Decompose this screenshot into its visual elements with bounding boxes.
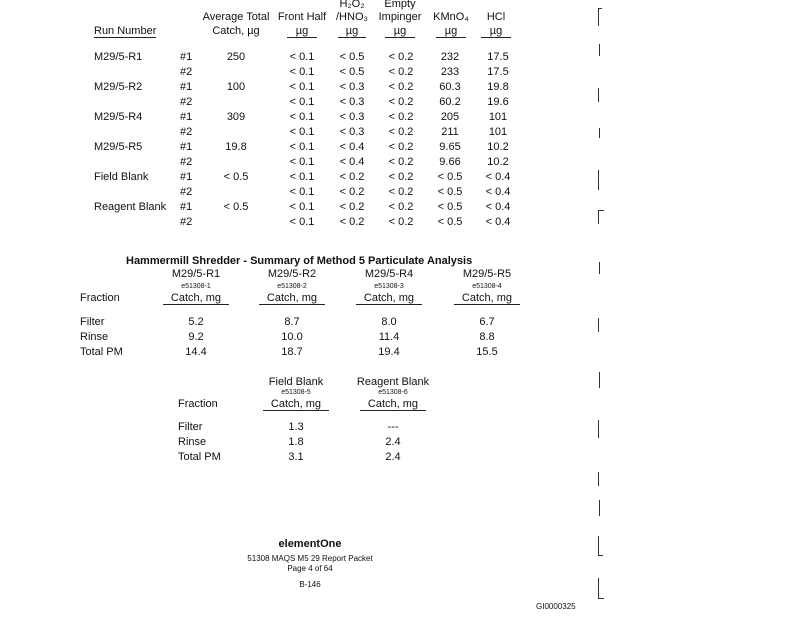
cell-run: M29/5-R2	[94, 81, 143, 93]
cell-front-half: < 0.1	[289, 186, 315, 198]
cell-h2o2: < 0.2	[339, 216, 365, 228]
blank-col-name: Reagent Blank	[356, 376, 430, 388]
pm-cell-total: 15.5	[476, 346, 498, 358]
cell-rep: #1	[180, 51, 193, 63]
footer-page-code: B-146	[299, 580, 321, 589]
cell-rep: #1	[180, 111, 193, 123]
cell-h2o2: < 0.5	[339, 51, 365, 63]
cell-avg-total: < 0.5	[223, 171, 249, 183]
cell-h2o2: < 0.2	[339, 186, 365, 198]
cell-empty-impinger: < 0.2	[388, 186, 414, 198]
cell-front-half: < 0.1	[289, 51, 315, 63]
blank-cell-rinse: 2.4	[385, 436, 401, 448]
cell-front-half: < 0.1	[289, 216, 315, 228]
pm-col-sample-id: e51308-4	[472, 283, 502, 290]
pm-cell-filter: 8.7	[284, 316, 300, 328]
cell-run: M29/5-R5	[94, 141, 143, 153]
cell-h2o2: < 0.5	[339, 66, 365, 78]
header-kmno4-1: KMnO₄	[433, 11, 469, 23]
cell-kmno4: 232	[440, 51, 460, 63]
cell-front-half: < 0.1	[289, 96, 315, 108]
cell-kmno4: 9.66	[439, 156, 461, 168]
cell-hcl: 10.2	[487, 156, 509, 168]
header-hcl-1: HCl	[486, 11, 506, 23]
pm-col-run-name: M29/5-R2	[267, 268, 317, 280]
cell-front-half: < 0.1	[289, 201, 315, 213]
pm-col-sample-id: e51308-3	[374, 283, 404, 290]
cell-hcl: 101	[488, 111, 508, 123]
pm-col-run-name: M29/5-R4	[364, 268, 414, 280]
pm-row-rinse-label: Rinse	[80, 331, 109, 343]
cell-h2o2: < 0.3	[339, 81, 365, 93]
cell-hcl: < 0.4	[485, 186, 511, 198]
header-h2o2-2: /HNO₃	[336, 11, 368, 23]
cell-h2o2: < 0.4	[339, 141, 365, 153]
blank-cell-filter: 1.3	[288, 421, 304, 433]
cell-kmno4: 211	[441, 126, 459, 138]
blank-col-unit: Catch, mg	[263, 398, 329, 411]
cell-kmno4: 60.3	[439, 81, 461, 93]
pm-summary-title: Hammermill Shredder - Summary of Method 5 Particulate Analysis	[126, 255, 473, 267]
pm-col-sample-id: e51308-2	[277, 283, 307, 290]
cell-kmno4: 9.65	[439, 141, 461, 153]
cell-empty-impinger: < 0.2	[388, 96, 414, 108]
cell-empty-impinger: < 0.2	[388, 111, 414, 123]
cell-empty-impinger: < 0.2	[388, 51, 414, 63]
cell-front-half: < 0.1	[289, 126, 315, 138]
cell-rep: #2	[180, 156, 193, 168]
cell-front-half: < 0.1	[289, 81, 315, 93]
pm-col-unit: Catch, mg	[259, 292, 325, 305]
cell-h2o2: < 0.3	[339, 96, 365, 108]
pm-col-unit: Catch, mg	[454, 292, 520, 305]
pm-cell-total: 19.4	[378, 346, 400, 358]
cell-kmno4: < 0.5	[437, 216, 463, 228]
header-avg-total-1: Average Total	[202, 11, 270, 23]
cell-run: M29/5-R1	[94, 51, 143, 63]
footer-bates-number: GI0000325	[536, 602, 576, 611]
header-h2o2-3: µg	[338, 25, 366, 38]
cell-rep: #2	[180, 126, 193, 138]
cell-kmno4: < 0.5	[437, 186, 463, 198]
cell-front-half: < 0.1	[289, 141, 315, 153]
cell-avg-total: 309	[226, 111, 246, 123]
cell-rep: #1	[180, 201, 193, 213]
header-kmno4-2: µg	[436, 25, 466, 38]
pm-cell-filter: 6.7	[479, 316, 495, 328]
cell-hcl: 19.6	[487, 96, 509, 108]
cell-rep: #2	[180, 216, 193, 228]
cell-h2o2: < 0.4	[339, 156, 365, 168]
cell-run: M29/5-R4	[94, 111, 143, 123]
pm-cell-total: 14.4	[185, 346, 207, 358]
header-avg-total-2: Catch, µg	[212, 25, 260, 37]
cell-hcl: 101	[488, 126, 508, 138]
cell-avg-total: < 0.5	[223, 201, 249, 213]
cell-h2o2: < 0.3	[339, 111, 365, 123]
pm-cell-filter: 8.0	[381, 316, 397, 328]
cell-empty-impinger: < 0.2	[388, 81, 414, 93]
cell-kmno4: < 0.5	[437, 171, 463, 183]
header-empty-1: Empty	[384, 0, 416, 10]
cell-hcl: 17.5	[487, 66, 509, 78]
cell-empty-impinger: < 0.2	[388, 201, 414, 213]
cell-h2o2: < 0.3	[339, 126, 365, 138]
blank-cell-total: 3.1	[288, 451, 304, 463]
blank-col-sample-id: e51308-5	[281, 389, 311, 396]
header-run-number: Run Number	[94, 25, 157, 37]
footer-line1: 51308 MAQS M5 29 Report Packet	[247, 554, 373, 563]
blank-row-rinse-label: Rinse	[178, 436, 207, 448]
cell-empty-impinger: < 0.2	[388, 156, 414, 168]
pm-cell-rinse: 11.4	[378, 331, 400, 343]
cell-hcl: < 0.4	[485, 171, 511, 183]
cell-avg-total: 19.8	[225, 141, 247, 153]
cell-run: Field Blank	[94, 171, 149, 183]
pm-cell-rinse: 9.2	[188, 331, 204, 343]
cell-avg-total: 250	[226, 51, 246, 63]
cell-empty-impinger: < 0.2	[388, 66, 414, 78]
header-empty-2: Impinger	[378, 11, 422, 23]
cell-hcl: < 0.4	[485, 201, 511, 213]
cell-rep: #2	[180, 66, 193, 78]
cell-h2o2: < 0.2	[339, 201, 365, 213]
cell-kmno4: < 0.5	[437, 201, 463, 213]
pm-col-unit: Catch, mg	[356, 292, 422, 305]
cell-empty-impinger: < 0.2	[388, 216, 414, 228]
header-h2o2-1: H₂O₂	[339, 0, 365, 10]
pm-row-total-label: Total PM	[80, 346, 123, 358]
cell-rep: #2	[180, 186, 193, 198]
pm-cell-filter: 5.2	[188, 316, 204, 328]
cell-front-half: < 0.1	[289, 111, 315, 123]
cell-hcl: 19.8	[487, 81, 509, 93]
cell-h2o2: < 0.2	[339, 171, 365, 183]
cell-rep: #2	[180, 96, 193, 108]
footer-company: elementOne	[278, 538, 342, 550]
cell-front-half: < 0.1	[289, 171, 315, 183]
blank-fraction-label: Fraction	[178, 398, 218, 410]
pm-col-sample-id: e51308-1	[181, 283, 211, 290]
blank-col-sample-id: e51308-6	[378, 389, 408, 396]
header-front-half-1: Front Half	[277, 11, 327, 23]
pm-cell-total: 18.7	[281, 346, 303, 358]
cell-front-half: < 0.1	[289, 156, 315, 168]
cell-empty-impinger: < 0.2	[388, 171, 414, 183]
cell-rep: #1	[180, 141, 193, 153]
pm-col-unit: Catch, mg	[163, 292, 229, 305]
header-empty-3: µg	[385, 25, 415, 38]
blank-row-filter-label: Filter	[178, 421, 203, 433]
cell-kmno4: 233	[440, 66, 460, 78]
header-hcl-2: µg	[481, 25, 511, 38]
cell-empty-impinger: < 0.2	[388, 141, 414, 153]
blank-cell-total: 2.4	[385, 451, 401, 463]
pm-cell-rinse: 10.0	[281, 331, 303, 343]
pm-col-run-name: M29/5-R1	[171, 268, 221, 280]
cell-rep: #1	[180, 171, 193, 183]
blank-cell-rinse: 1.8	[288, 436, 304, 448]
cell-hcl: < 0.4	[485, 216, 511, 228]
blank-col-name: Field Blank	[268, 376, 324, 388]
cell-kmno4: 60.2	[439, 96, 461, 108]
cell-hcl: 10.2	[487, 141, 509, 153]
cell-kmno4: 205	[440, 111, 460, 123]
pm-fraction-label: Fraction	[80, 292, 120, 304]
cell-front-half: < 0.1	[289, 66, 315, 78]
pm-col-run-name: M29/5-R5	[462, 268, 512, 280]
blank-cell-filter: ---	[387, 421, 399, 433]
blank-row-total-label: Total PM	[178, 451, 221, 463]
cell-run: Reagent Blank	[94, 201, 167, 213]
cell-rep: #1	[180, 81, 193, 93]
pm-cell-rinse: 8.8	[479, 331, 495, 343]
cell-hcl: 17.5	[487, 51, 509, 63]
cell-avg-total: 100	[226, 81, 246, 93]
footer-line2: Page 4 of 64	[287, 564, 333, 573]
blank-col-unit: Catch, mg	[360, 398, 426, 411]
cell-empty-impinger: < 0.2	[388, 126, 414, 138]
pm-row-filter-label: Filter	[80, 316, 105, 328]
header-front-half-2: µg	[287, 25, 317, 38]
